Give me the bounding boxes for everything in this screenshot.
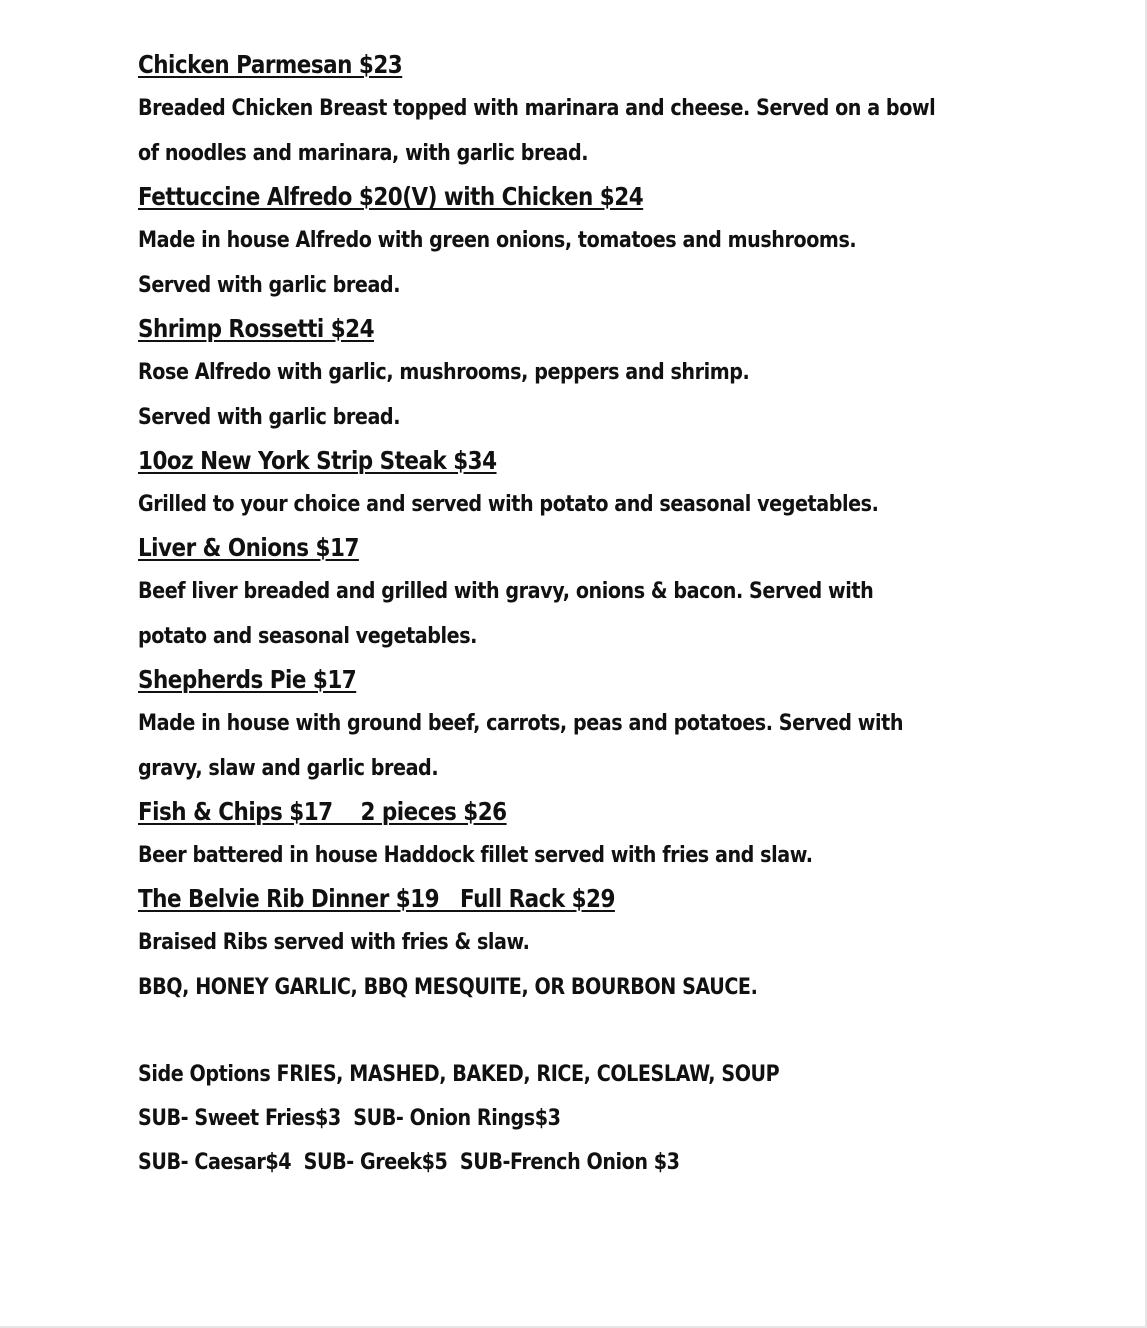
- menu-item-shrimp-rossetti: [138, 308, 1028, 440]
- menu-item-description: Braised Ribs served with fries & slaw.: [138, 930, 530, 955]
- side-options-section: [138, 1053, 1028, 1185]
- menu-item-rib-dinner: [138, 878, 1028, 1010]
- menu-item-description: Grilled to your choice and served with potato and seasonal vegetables.: [138, 492, 879, 517]
- menu-item-title: Chicken Parmesan $23: [138, 50, 403, 79]
- menu-item-description: Beef liver breaded and grilled with gravy, onions & bacon. Served with: [138, 579, 874, 604]
- menu-item-fish-chips: [138, 791, 1028, 878]
- menu-item-title: Liver & Onions $17: [138, 533, 359, 562]
- menu-item-title: Fettuccine Alfredo $20(V) with Chicken $24: [138, 182, 644, 211]
- substitution-line: SUB- Caesar$4 SUB- Greek$5 SUB-French Onion $3: [138, 1150, 680, 1175]
- side-options-line: Side Options FRIES, MASHED, BAKED, RICE, COLESLAW, SOUP: [138, 1062, 780, 1087]
- menu-item-description: of noodles and marinara, with garlic bread.: [138, 141, 589, 166]
- menu-item-strip-steak: [138, 440, 1028, 527]
- menu-item-chicken-parmesan: [138, 44, 1028, 176]
- menu-item-description: BBQ, HONEY GARLIC, BBQ MESQUITE, OR BOURBON SAUCE.: [138, 975, 758, 1000]
- menu-item-description: Served with garlic bread.: [138, 405, 401, 430]
- section-spacer: [138, 1010, 1028, 1053]
- menu-item-description: Rose Alfredo with garlic, mushrooms, peppers and shrimp.: [138, 360, 750, 385]
- menu-item-description: Breaded Chicken Breast topped with marinara and cheese. Served on a bowl: [138, 96, 936, 121]
- menu-item-title: Shrimp Rossetti $24: [138, 314, 375, 343]
- menu-item-title: 10oz New York Strip Steak $34: [138, 446, 497, 475]
- menu-item-title: Fish & Chips $17 2 pieces $26: [138, 797, 507, 826]
- menu-item-title: The Belvie Rib Dinner $19 Full Rack $29: [138, 884, 615, 913]
- menu-item-description: potato and seasonal vegetables.: [138, 624, 478, 649]
- menu-item-description: Made in house Alfredo with green onions, tomatoes and mushrooms.: [138, 228, 857, 253]
- menu-item-title: Shepherds Pie $17: [138, 665, 357, 694]
- menu-item-fettuccine-alfredo: [138, 176, 1028, 308]
- substitution-line: SUB- Sweet Fries$3 SUB- Onion Rings$3: [138, 1106, 561, 1131]
- menu-item-description: Served with garlic bread.: [138, 273, 401, 298]
- menu-list: [138, 44, 1028, 1185]
- menu-item-liver-onions: [138, 527, 1028, 659]
- menu-item-description: Beer battered in house Haddock fillet served with fries and slaw.: [138, 843, 813, 868]
- menu-item-description: Made in house with ground beef, carrots, peas and potatoes. Served with: [138, 711, 904, 736]
- menu-item-description: gravy, slaw and garlic bread.: [138, 756, 439, 781]
- menu-item-shepherds-pie: [138, 659, 1028, 791]
